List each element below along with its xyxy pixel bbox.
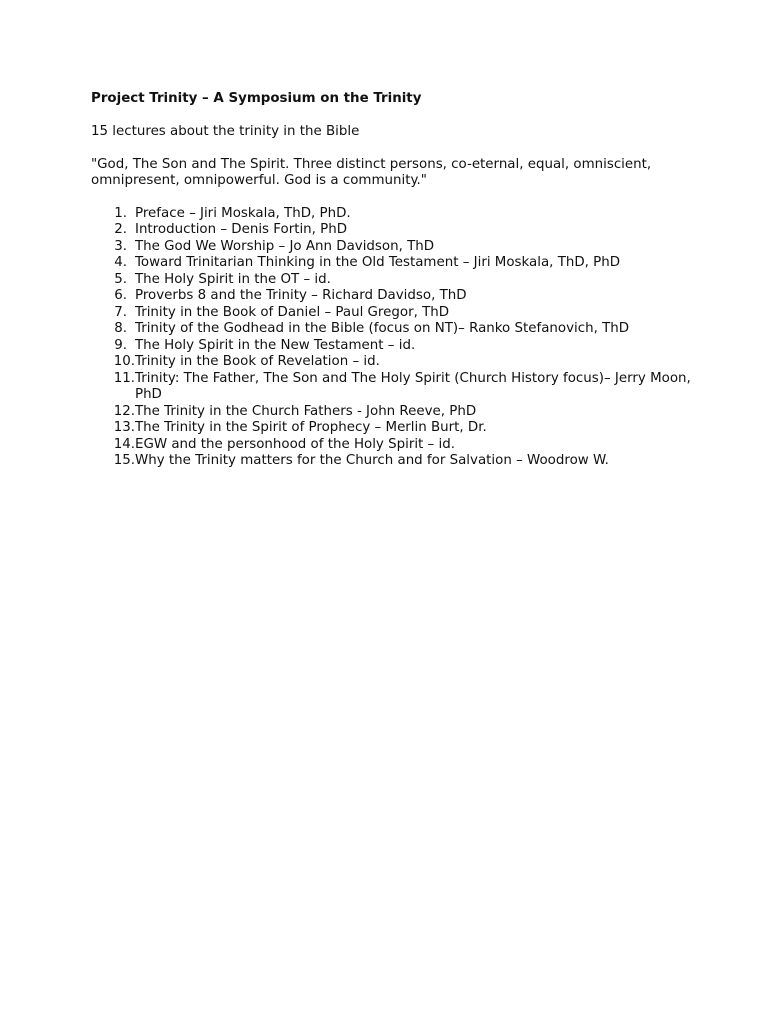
list-item	[91, 305, 691, 322]
list-item-number: 12.	[113, 403, 135, 419]
list-item-text: Why the Trinity matters for the Church and for Salvation – Woodrow W.	[135, 453, 609, 468]
list-item-number: 7.	[114, 304, 127, 320]
list-item-text: Introduction – Denis Fortin, PhD	[135, 222, 348, 237]
list-item-number: 6.	[114, 288, 127, 303]
list-item	[91, 453, 691, 470]
list-item-text: Trinity: The Father, The Son and The Holy Spirit (Church History focus)– Jerry Moon, PhD	[135, 370, 691, 402]
list-item-text: Trinity in the Book of Revelation – id.	[135, 354, 380, 369]
list-item-text: The Trinity in the Church Fathers - John Reeve, PhD	[135, 403, 477, 419]
list-item-text: The God We Worship – Jo Ann Davidson, ThD	[135, 238, 435, 254]
list-item-number: 13.	[113, 420, 135, 435]
list-item-number: 3.	[114, 238, 127, 254]
list-item-text: The Holy Spirit in the OT – id.	[135, 271, 331, 287]
list-item-number: 4.	[114, 255, 127, 270]
list-item-number: 10.	[113, 354, 135, 369]
list-item-text: Trinity in the Book of Daniel – Paul Gregor, ThD	[135, 304, 450, 320]
list-item-number: 8.	[114, 321, 127, 336]
document-subtitle: 15 lectures about the trinity in the Bible	[91, 124, 360, 139]
list-item	[91, 321, 691, 338]
list-item	[91, 437, 691, 454]
list-item-number: 15.	[113, 453, 135, 468]
list-item-text: Proverbs 8 and the Trinity – Richard Davidso, ThD	[135, 288, 467, 303]
list-item	[91, 239, 691, 256]
list-item-number: 9.	[114, 337, 127, 353]
list-item	[91, 206, 691, 223]
list-item-number: 2.	[114, 222, 127, 237]
list-item-number: 11.	[113, 370, 135, 386]
list-item	[91, 255, 691, 272]
list-item-text: Toward Trinitarian Thinking in the Old Testament – Jiri Moskala, ThD, PhD	[135, 255, 621, 270]
list-item	[91, 222, 691, 239]
list-item	[91, 354, 691, 371]
list-item-number: 5.	[114, 271, 127, 287]
list-item	[91, 371, 691, 404]
list-item	[91, 420, 691, 437]
list-item	[91, 404, 691, 421]
list-item-text: The Holy Spirit in the New Testament – id.	[135, 337, 416, 353]
list-item-number: 1.	[114, 205, 127, 221]
document-page	[91, 90, 691, 470]
list-item	[91, 288, 691, 305]
list-item-text: The Trinity in the Spirit of Prophecy – Merlin Burt, Dr.	[135, 420, 487, 435]
document-title: Project Trinity – A Symposium on the Trinity	[91, 91, 422, 106]
list-item-number: 14.	[113, 436, 135, 452]
list-item	[91, 272, 691, 289]
document-quote: "God, The Son and The Spirit. Three distinct persons, co-eternal, equal, omniscient, omnipresent, omnipowerful. God is a community."	[91, 156, 652, 188]
list-item-text: Trinity of the Godhead in the Bible (focus on NT)– Ranko Stefanovich, ThD	[135, 321, 630, 336]
lecture-list	[91, 206, 691, 470]
list-item-text: EGW and the personhood of the Holy Spirit – id.	[135, 436, 455, 452]
list-item-text: Preface – Jiri Moskala, ThD, PhD.	[135, 205, 351, 221]
list-item	[91, 338, 691, 355]
